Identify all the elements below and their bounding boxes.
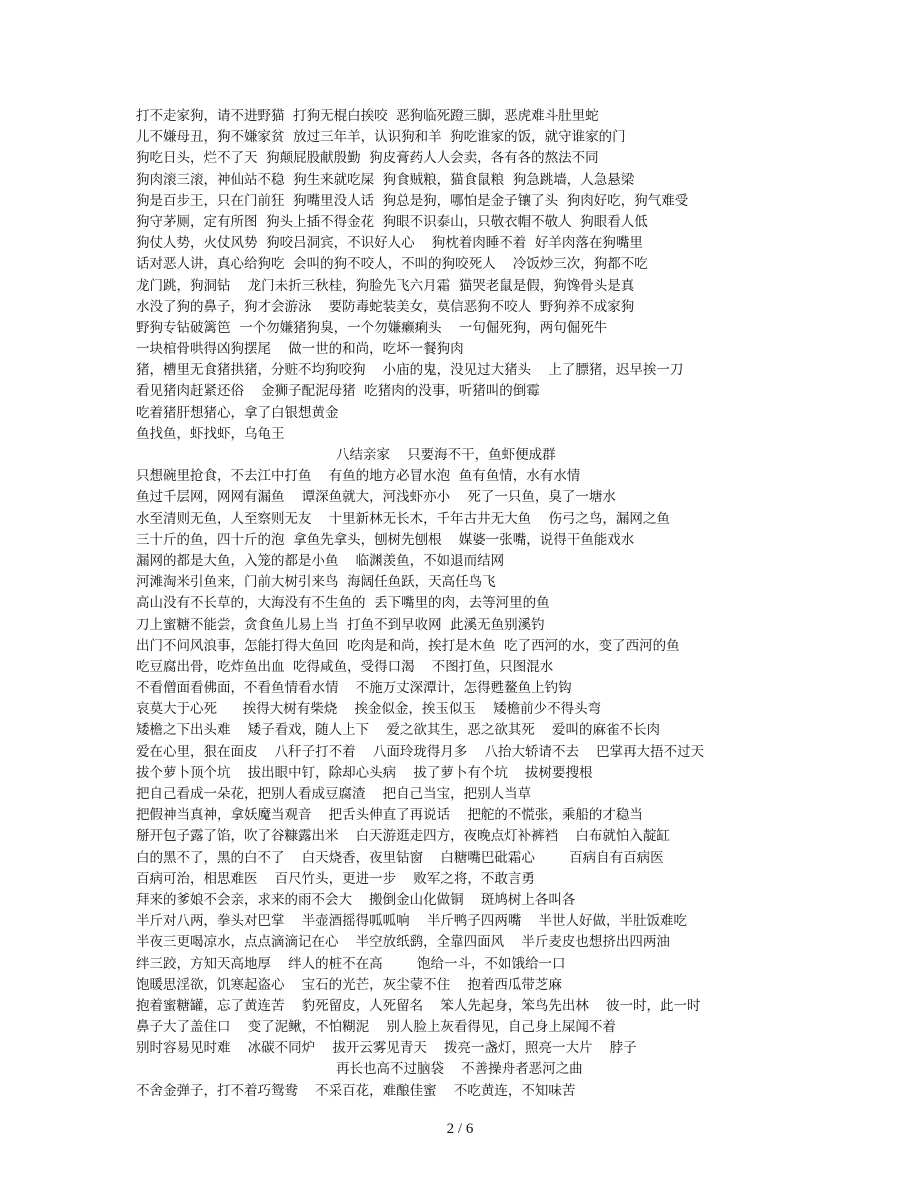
text-line: 半夜三更喝凉水，点点滴滴记在心 半空放纸鹞，全靠四面风 半斤麦皮也想挤出四两油	[136, 934, 670, 951]
text-line: 狗仗人势，火仗风势 狗咬吕洞宾，不识好人心 狗枕着肉睡不着 好羊肉落在狗嘴里	[136, 235, 643, 252]
text-line: 只想碗里抢食，不去江中打鱼 有鱼的地方必冒水泡 鱼有鱼情，水有水情	[136, 468, 581, 485]
text-line: 白的黑不了，黑的白不了 白天烧香，夜里钻窗 白糖嘴巴砒霜心 百病自有百病医	[136, 849, 664, 866]
text-line: 出门不问风浪事，怎能打得大鱼回 吃肉是和尚，挨打是木鱼 吃了西河的水，变了西河的鱼	[136, 637, 680, 654]
text-line: 鱼找鱼，虾找虾，乌龟王	[136, 425, 285, 442]
text-line: 儿不嫌母丑，狗不嫌家贫 放过三年羊，认识狗和羊 狗吃谁家的饭，就守谁家的门	[136, 129, 626, 146]
text-line: 别时容易见时难 冰碳不同炉 拔开云雾见青天 拨亮一盏灯，照亮一大片 脖子	[136, 1040, 637, 1057]
text-line: 吃着猪肝想猪心，拿了白银想黄金	[136, 404, 339, 421]
text-line: 猪，槽里无食猪拱猪，分赃不均狗咬狗 小庙的鬼，没见过大猪头 上了膘猪，迟早挨一刀	[136, 362, 684, 379]
text-line: 河滩淘米引鱼来，门前大树引来鸟 海阔任鱼跃，天高任鸟飞	[136, 574, 496, 591]
text-line: 刀上蜜糖不能尝，贪食鱼儿易上当 打鱼不到早收网 此溪无鱼别溪钓	[136, 616, 545, 633]
text-line: 拔个萝卜顶个坑 拔出眼中钉，除却心头病 拔了萝卜有个坑 拔树要搜根	[136, 764, 593, 781]
text-line: 一块棺骨哄得凶狗摆尾 做一世的和尚，吃坏一餐狗肉	[136, 341, 464, 358]
text-line: 鱼过千层网，网网有漏鱼 谭深鱼就大，河浅虾亦小 死了一只鱼，臭了一塘水	[136, 489, 616, 506]
text-line: 哀莫大于心死 挨得大树有柴烧 挨金似金，挨玉似玉 矮檐前少不得头弯	[136, 701, 602, 718]
text-line: 狗肉滚三滚，神仙站不稳 狗生来就吃屎 狗食贼粮，猫食鼠粮 狗急跳墙，人急悬梁	[136, 171, 635, 188]
text-line: 矮檐之下出头难 矮子看戏，随人上下 爱之欲其生，恶之欲其死 爱叫的麻雀不长肉	[136, 722, 660, 739]
text-line: 狗是百步王，只在门前狂 狗嘴里没人话 狗总是狗，哪怕是金子镶了头 狗肉好吃，狗气难受	[136, 192, 689, 209]
text-line: 高山没有不长草的，大海没有不生鱼的 丢下嘴里的肉，去等河里的鱼	[136, 595, 550, 612]
text-line-centered: 再长也高不过脑袋 不善操舟者恶河之曲	[336, 1061, 583, 1078]
text-line: 水没了狗的鼻子，狗才会游泳 要防毒蛇装美女，莫信恶狗不咬人 野狗养不成家狗	[136, 298, 635, 315]
text-line: 三十斤的鱼，四十斤的泡 拿鱼先拿头，刨树先刨根 媒婆一张嘴，说得干鱼能戏水	[136, 531, 635, 548]
text-line: 把自己看成一朵花，把别人看成豆腐渣 把自己当宝，把别人当草	[136, 786, 532, 802]
text-line: 拜来的爹娘不会亲，求来的雨不会大 搬倒金山化做铜 斑鸠树上各叫各	[136, 891, 576, 908]
text-line: 龙门跳，狗洞钻 龙门未折三秋桂，狗脸先飞六月霜 猫哭老鼠是假，狗馋骨头是真	[136, 277, 635, 294]
text-line: 狗守茅厕，定有所图 狗头上插不得金花 狗眼不识泰山，只敬衣帽不敬人 狗眼看人低	[136, 213, 648, 230]
text-line: 不舍金弹子，打不着巧鸳鸯 不采百花，难酿佳蜜 不吃黄连，不知味苦	[136, 1082, 576, 1099]
text-line: 漏网的都是大鱼，入笼的都是小鱼 临渊羡鱼，不如退而结网	[136, 552, 505, 569]
text-line: 野狗专钻破篱笆 一个勿嫌猪狗臭，一个勿嫌癞痢头 一句倔死狗，两句倔死牛	[136, 319, 608, 336]
text-line: 爱在心里，狠在面皮 八秆子打不着 八面玲珑得月多 八抬大轿请不去 巴掌再大捂不过天	[136, 743, 705, 760]
text-line: 不看僧面看佛面，不看鱼情看水情 不施万丈深潭计，怎得甦鳌鱼上钓钩	[136, 680, 572, 697]
text-line: 绊三跤，方知天高地厚 绊人的桩不在高 饱给一斗，不如饿给一口	[136, 955, 566, 972]
text-line-centered: 八结亲家 只要海不干，鱼虾便成群	[336, 447, 556, 463]
text-line: 鼻子大了盖住口 变了泥鳅，不怕糊泥 别人脸上灰看得见，自己身上屎闻不着	[136, 1019, 616, 1036]
text-line: 看见猪肉赶紧还俗 金狮子配泥母猪 吃猪肉的没事，听猪叫的倒霉	[136, 383, 540, 400]
text-line: 狗吃日头，烂不了天 狗颠屁股献殷勤 狗皮膏药人人会卖，各有各的熬法不同	[136, 150, 599, 167]
text-line: 水至清则无鱼，人至察则无友 十里新林无长木，千年古井无大鱼 伤弓之鸟，漏网之鱼	[136, 510, 670, 527]
text-line: 话对恶人讲，真心给狗吃 会叫的狗不咬人，不叫的狗咬死人 冷饭炒三次，狗都不吃	[136, 256, 648, 273]
text-line: 饱暖思淫欲，饥寒起盗心 宝石的光芒，灰尘蒙不住 抱着西瓜带芝麻	[136, 976, 562, 993]
text-line: 百病可治，相思难医 百尺竹头，更进一步 败军之将，不敢言勇	[136, 870, 535, 887]
page-number: 2 / 6	[446, 1121, 474, 1137]
text-line: 掰开包子露了馅，吹了谷糠露出米 白天游逛走四方，夜晚点灯补裤裆 白布就怕入靛缸	[136, 828, 670, 845]
text-line: 把假神当真神，拿妖魔当观音 把舌头伸直了再说话 把舵的不慌张，乘船的才稳当	[136, 807, 643, 824]
text-line: 打不走家狗，请不进野猫 打狗无棍白挨咬 恶狗临死蹬三脚，恶虎难斗肚里蛇	[136, 108, 599, 124]
text-line: 吃豆腐出骨，吃炸鱼出血 吃得咸鱼，受得口渴 不图打鱼，只图混水	[136, 658, 554, 675]
text-line: 半斤对八两，拳头对巴掌 半壶酒摇得呱呱响 半斤鸭子四两嘴 半世人好做，半肚饭难吃	[136, 913, 687, 930]
page-body	[136, 106, 786, 1102]
text-line: 抱着蜜糖罐，忘了黄连苦 豹死留皮，人死留名 笨人先起身，笨鸟先出林 彼一时，此一时	[136, 997, 701, 1014]
